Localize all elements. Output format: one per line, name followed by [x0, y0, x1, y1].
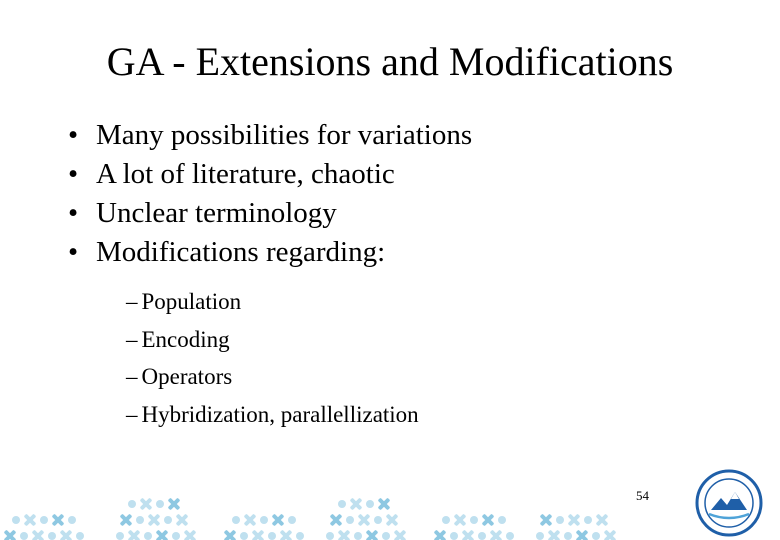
decor-dot [584, 516, 592, 524]
decor-cross [184, 530, 197, 540]
decor-cross [454, 514, 467, 527]
bullet-text: Unclear terminology [96, 197, 337, 229]
decor-cross [32, 530, 45, 540]
decor-dot [240, 532, 248, 540]
bullet-icon: • [68, 236, 79, 268]
decor-cross [330, 514, 343, 527]
decor-dot [68, 516, 76, 524]
decor-dot [442, 516, 450, 524]
bullet-text: Many possibilities for variations [96, 119, 473, 151]
sub-bullet-item [126, 283, 419, 321]
decor-dot [382, 532, 390, 540]
decor-dot [172, 532, 180, 540]
dash-icon: – [126, 401, 138, 427]
decor-dot [40, 516, 48, 524]
sub-bullet-text: Encoding [141, 326, 230, 352]
decor-cross [434, 530, 447, 540]
bullet-icon: • [68, 158, 79, 190]
decorative-pattern [0, 478, 690, 540]
bullet-icon: • [68, 119, 79, 151]
decor-dot [498, 516, 506, 524]
decor-dot [366, 500, 374, 508]
decor-cross [462, 530, 475, 540]
decor-dot [156, 500, 164, 508]
decor-cross [490, 530, 503, 540]
bullet-item [68, 233, 472, 272]
decor-cross [120, 514, 133, 527]
decor-cross [148, 514, 161, 527]
decor-dot [260, 516, 268, 524]
decor-cross [386, 514, 399, 527]
decor-dot [470, 516, 478, 524]
decor-cross [604, 530, 617, 540]
slide-title: GA - Extensions and Modifications [106, 39, 674, 84]
decor-dot [128, 500, 136, 508]
sub-bullet-item [126, 358, 419, 396]
decor-dot [136, 516, 144, 524]
decor-dot [478, 532, 486, 540]
page-number: 54 [636, 488, 649, 503]
decor-cross [224, 530, 237, 540]
bullet-item [68, 116, 472, 155]
sub-bullet-list [126, 283, 419, 433]
decor-cross [378, 498, 391, 511]
decor-dot [374, 516, 382, 524]
decor-cross [576, 530, 589, 540]
decor-dot [288, 516, 296, 524]
decor-cross [140, 498, 153, 511]
decor-cross [596, 514, 609, 527]
decor-dot [556, 516, 564, 524]
decor-cross [156, 530, 169, 540]
decor-cross [244, 514, 257, 527]
sub-bullet-item [126, 321, 419, 359]
decor-dot [232, 516, 240, 524]
bullet-item [68, 194, 472, 233]
bullet-icon: • [68, 197, 79, 229]
bullet-text: A lot of literature, chaotic [96, 158, 395, 190]
decor-cross [548, 530, 561, 540]
decor-dot [20, 532, 28, 540]
decor-cross [24, 514, 37, 527]
bullet-list [68, 116, 472, 272]
decor-cross [394, 530, 407, 540]
decor-dot [506, 532, 514, 540]
decor-cross [280, 530, 293, 540]
decor-dot [116, 532, 124, 540]
decor-dot [164, 516, 172, 524]
sub-bullet-text: Operators [141, 364, 233, 389]
decor-cross [168, 498, 181, 511]
decor-dot [346, 516, 354, 524]
decor-cross [272, 514, 285, 527]
sub-bullet-text: Population [141, 289, 242, 314]
decor-dot [76, 532, 84, 540]
sub-bullet-item [126, 396, 419, 434]
bullet-text: Modifications regarding: [96, 236, 386, 268]
decor-dot [326, 532, 334, 540]
decor-dot [450, 532, 458, 540]
decor-cross [482, 514, 495, 527]
sub-bullet-text: Hybridization, parallellization [141, 401, 419, 427]
decor-cross [60, 530, 73, 540]
decor-dot [12, 516, 20, 524]
decor-cross [358, 514, 371, 527]
decor-cross [128, 530, 141, 540]
dash-icon: – [126, 326, 138, 352]
decor-cross [176, 514, 189, 527]
decor-cross [338, 530, 351, 540]
decor-dot [48, 532, 56, 540]
dash-icon: – [126, 364, 138, 389]
decor-cross [350, 498, 363, 511]
decor-dot [144, 532, 152, 540]
decor-dot [338, 500, 346, 508]
dash-icon: – [126, 289, 138, 314]
bullet-item [68, 155, 472, 194]
decor-cross [366, 530, 379, 540]
decor-cross [252, 530, 265, 540]
decor-dot [268, 532, 276, 540]
decor-dot [296, 532, 304, 540]
decor-cross [540, 514, 553, 527]
decor-cross [4, 530, 17, 540]
decor-dot [354, 532, 362, 540]
decor-cross [568, 514, 581, 527]
college-logo-icon [694, 468, 764, 538]
decor-dot [536, 532, 544, 540]
decor-dot [592, 532, 600, 540]
decor-cross [52, 514, 65, 527]
decor-dot [564, 532, 572, 540]
